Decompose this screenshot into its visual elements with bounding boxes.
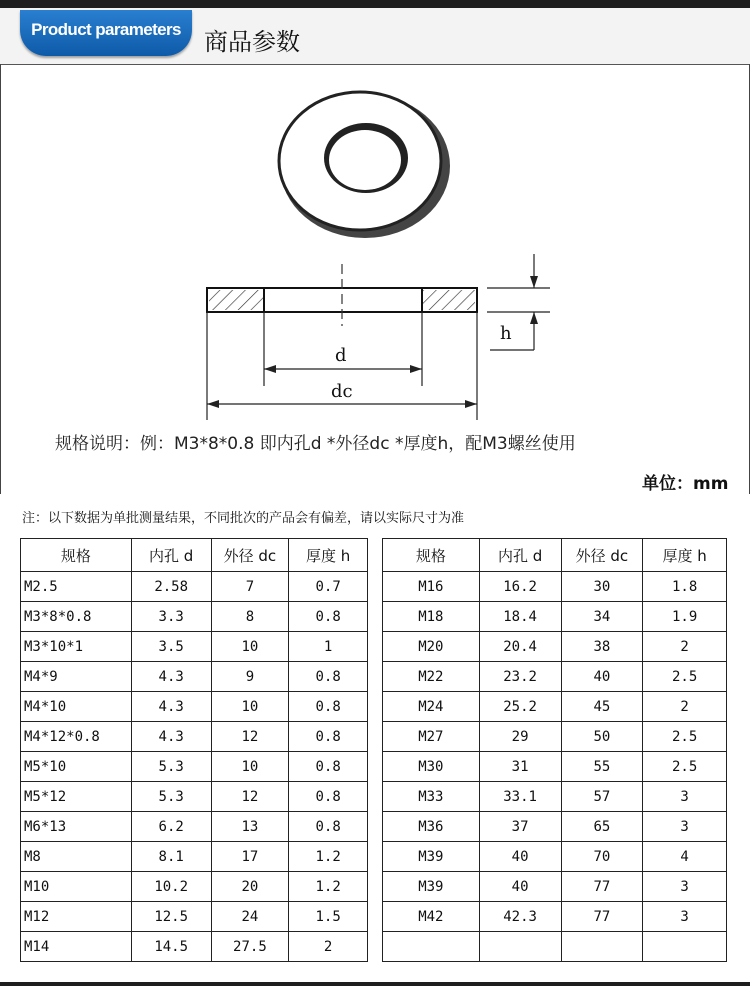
cell-outer-dc: 12 bbox=[211, 722, 289, 752]
table-row bbox=[21, 662, 368, 692]
cell-spec: M22 bbox=[383, 662, 480, 692]
cell-outer-dc: 9 bbox=[211, 662, 289, 692]
cell-spec: M27 bbox=[383, 722, 480, 752]
cell-outer-dc: 40 bbox=[561, 662, 643, 692]
cell-outer-dc: 34 bbox=[561, 602, 643, 632]
cell-spec: M24 bbox=[383, 692, 480, 722]
cell-inner-d bbox=[479, 932, 561, 962]
cell-spec: M10 bbox=[21, 872, 132, 902]
col-inner-d-header: 内孔 d bbox=[479, 539, 561, 572]
cell-thickness-h: 0.8 bbox=[289, 812, 368, 842]
cell-thickness-h: 0.8 bbox=[289, 602, 368, 632]
cell-thickness-h: 0.8 bbox=[289, 722, 368, 752]
spec-table-left bbox=[20, 538, 368, 962]
cell-inner-d: 2.58 bbox=[131, 572, 211, 602]
cell-thickness-h bbox=[643, 932, 727, 962]
table-row bbox=[21, 782, 368, 812]
cell-spec: M33 bbox=[383, 782, 480, 812]
cell-outer-dc: 38 bbox=[561, 632, 643, 662]
cell-outer-dc: 30 bbox=[561, 572, 643, 602]
col-outer-dc-header: 外径 dc bbox=[561, 539, 643, 572]
cell-thickness-h: 0.8 bbox=[289, 662, 368, 692]
cell-thickness-h: 0.8 bbox=[289, 782, 368, 812]
cell-outer-dc: 7 bbox=[211, 572, 289, 602]
cell-inner-d: 4.3 bbox=[131, 662, 211, 692]
cell-outer-dc: 65 bbox=[561, 812, 643, 842]
table-row bbox=[21, 842, 368, 872]
cell-spec: M3*8*0.8 bbox=[21, 602, 132, 632]
cell-thickness-h: 0.8 bbox=[289, 752, 368, 782]
cell-spec: M30 bbox=[383, 752, 480, 782]
table-row bbox=[21, 752, 368, 782]
table-row bbox=[21, 692, 368, 722]
table-row bbox=[383, 662, 727, 692]
cell-thickness-h: 2 bbox=[643, 632, 727, 662]
col-spec-header: 规格 bbox=[383, 539, 480, 572]
cell-outer-dc: 27.5 bbox=[211, 932, 289, 962]
table-row bbox=[383, 632, 727, 662]
cell-outer-dc: 10 bbox=[211, 632, 289, 662]
cell-outer-dc: 13 bbox=[211, 812, 289, 842]
cell-inner-d: 31 bbox=[479, 752, 561, 782]
cell-inner-d: 40 bbox=[479, 842, 561, 872]
label-h: h bbox=[500, 323, 512, 344]
cell-inner-d: 6.2 bbox=[131, 812, 211, 842]
cell-thickness-h: 1.5 bbox=[289, 902, 368, 932]
spec-table-right bbox=[382, 538, 727, 962]
cell-spec: M8 bbox=[21, 842, 132, 872]
cell-outer-dc: 70 bbox=[561, 842, 643, 872]
table-row bbox=[383, 782, 727, 812]
cell-spec: M5*12 bbox=[21, 782, 132, 812]
table-row bbox=[21, 632, 368, 662]
cell-outer-dc: 57 bbox=[561, 782, 643, 812]
cell-spec: M2.5 bbox=[21, 572, 132, 602]
table-header-row bbox=[21, 539, 368, 572]
cell-inner-d: 12.5 bbox=[131, 902, 211, 932]
cell-inner-d: 4.3 bbox=[131, 722, 211, 752]
table-row bbox=[383, 842, 727, 872]
cell-outer-dc: 17 bbox=[211, 842, 289, 872]
label-dc: dc bbox=[331, 381, 353, 402]
cell-inner-d: 25.2 bbox=[479, 692, 561, 722]
table-row bbox=[21, 932, 368, 962]
col-thickness-h-header: 厚度 h bbox=[643, 539, 727, 572]
cell-spec: M12 bbox=[21, 902, 132, 932]
cell-inner-d: 37 bbox=[479, 812, 561, 842]
table-row bbox=[21, 722, 368, 752]
cell-inner-d: 14.5 bbox=[131, 932, 211, 962]
cell-outer-dc: 10 bbox=[211, 692, 289, 722]
cell-inner-d: 4.3 bbox=[131, 692, 211, 722]
cell-thickness-h: 1.2 bbox=[289, 872, 368, 902]
bottom-bar bbox=[0, 982, 750, 986]
cell-spec: M14 bbox=[21, 932, 132, 962]
table-row bbox=[383, 902, 727, 932]
cell-thickness-h: 4 bbox=[643, 842, 727, 872]
cell-outer-dc bbox=[561, 932, 643, 962]
cell-inner-d: 3.5 bbox=[131, 632, 211, 662]
col-outer-dc-header: 外径 dc bbox=[211, 539, 289, 572]
table-row bbox=[383, 932, 727, 962]
table-row bbox=[383, 752, 727, 782]
cell-thickness-h: 0.7 bbox=[289, 572, 368, 602]
cell-outer-dc: 45 bbox=[561, 692, 643, 722]
table-row bbox=[383, 692, 727, 722]
cell-inner-d: 8.1 bbox=[131, 842, 211, 872]
cell-thickness-h: 1.2 bbox=[289, 842, 368, 872]
cell-spec: M4*10 bbox=[21, 692, 132, 722]
table-row bbox=[21, 872, 368, 902]
cell-thickness-h: 3 bbox=[643, 812, 727, 842]
col-thickness-h-header: 厚度 h bbox=[289, 539, 368, 572]
cell-outer-dc: 77 bbox=[561, 872, 643, 902]
cell-outer-dc: 24 bbox=[211, 902, 289, 932]
product-parameters-badge: Product parameters bbox=[20, 10, 192, 56]
cell-inner-d: 10.2 bbox=[131, 872, 211, 902]
cell-spec: M3*10*1 bbox=[21, 632, 132, 662]
cell-thickness-h: 1.8 bbox=[643, 572, 727, 602]
cell-outer-dc: 20 bbox=[211, 872, 289, 902]
cell-inner-d: 5.3 bbox=[131, 782, 211, 812]
cell-spec: M36 bbox=[383, 812, 480, 842]
cell-thickness-h: 3 bbox=[643, 782, 727, 812]
cell-outer-dc: 55 bbox=[561, 752, 643, 782]
cell-thickness-h: 0.8 bbox=[289, 692, 368, 722]
table-row bbox=[21, 572, 368, 602]
cell-thickness-h: 2.5 bbox=[643, 662, 727, 692]
cell-inner-d: 3.3 bbox=[131, 602, 211, 632]
cell-outer-dc: 77 bbox=[561, 902, 643, 932]
cell-spec: M4*12*0.8 bbox=[21, 722, 132, 752]
washer-cross-section bbox=[207, 254, 550, 420]
cell-thickness-h: 1 bbox=[289, 632, 368, 662]
cell-thickness-h: 3 bbox=[643, 872, 727, 902]
cell-inner-d: 42.3 bbox=[479, 902, 561, 932]
table-row bbox=[21, 812, 368, 842]
table-row bbox=[21, 602, 368, 632]
table-row bbox=[383, 872, 727, 902]
cell-inner-d: 18.4 bbox=[479, 602, 561, 632]
measurement-note: 注：以下数据为单批测量结果，不同批次的产品会有偏差，请以实际尺寸为准 bbox=[22, 511, 465, 526]
col-inner-d-header: 内孔 d bbox=[131, 539, 211, 572]
spec-description: 规格说明：例：M3*8*0.8 即内孔d *外径dc *厚度h，配M3螺丝使用 bbox=[55, 434, 576, 454]
cell-thickness-h: 1.9 bbox=[643, 602, 727, 632]
cell-spec: M20 bbox=[383, 632, 480, 662]
table-row bbox=[383, 812, 727, 842]
cell-outer-dc: 12 bbox=[211, 782, 289, 812]
section-title: 商品参数 bbox=[204, 28, 300, 56]
table-row bbox=[383, 602, 727, 632]
cell-spec: M39 bbox=[383, 872, 480, 902]
cell-thickness-h: 2.5 bbox=[643, 752, 727, 782]
cell-thickness-h: 2 bbox=[643, 692, 727, 722]
cell-thickness-h: 3 bbox=[643, 902, 727, 932]
cell-outer-dc: 8 bbox=[211, 602, 289, 632]
table-row bbox=[21, 902, 368, 932]
cell-outer-dc: 50 bbox=[561, 722, 643, 752]
table-header-row bbox=[383, 539, 727, 572]
cell-outer-dc: 10 bbox=[211, 752, 289, 782]
washer-3d-view bbox=[279, 92, 450, 238]
cell-inner-d: 33.1 bbox=[479, 782, 561, 812]
unit-label: 单位：mm bbox=[642, 474, 729, 494]
cell-spec: M4*9 bbox=[21, 662, 132, 692]
cell-spec: M6*13 bbox=[21, 812, 132, 842]
table-row bbox=[383, 572, 727, 602]
table-row bbox=[383, 722, 727, 752]
cell-inner-d: 16.2 bbox=[479, 572, 561, 602]
cell-spec: M16 bbox=[383, 572, 480, 602]
cell-spec: M39 bbox=[383, 842, 480, 872]
section-header bbox=[0, 8, 750, 65]
cell-thickness-h: 2.5 bbox=[643, 722, 727, 752]
cell-inner-d: 40 bbox=[479, 872, 561, 902]
cell-spec: M42 bbox=[383, 902, 480, 932]
cell-inner-d: 5.3 bbox=[131, 752, 211, 782]
cell-inner-d: 20.4 bbox=[479, 632, 561, 662]
cell-spec: M5*10 bbox=[21, 752, 132, 782]
cell-inner-d: 29 bbox=[479, 722, 561, 752]
col-spec-header: 规格 bbox=[21, 539, 132, 572]
cell-thickness-h: 2 bbox=[289, 932, 368, 962]
top-bar bbox=[0, 0, 750, 8]
cell-spec bbox=[383, 932, 480, 962]
cell-spec: M18 bbox=[383, 602, 480, 632]
label-d: d bbox=[335, 345, 347, 366]
cell-inner-d: 23.2 bbox=[479, 662, 561, 692]
